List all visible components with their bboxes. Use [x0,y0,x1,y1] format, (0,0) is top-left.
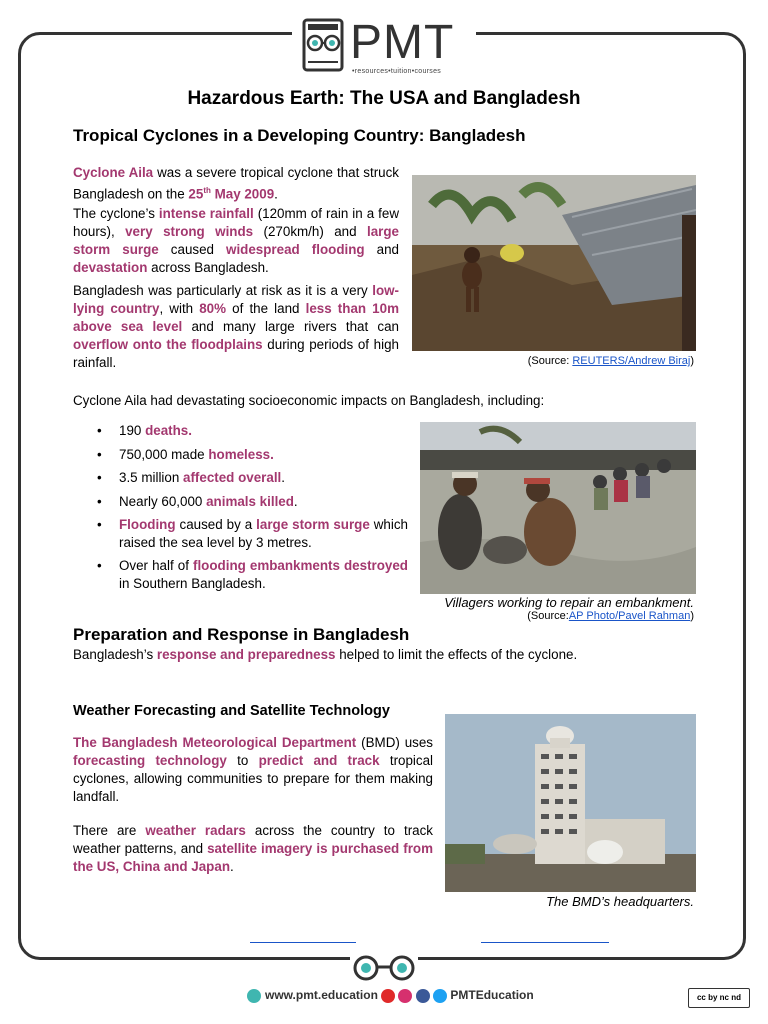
paragraph-low-lying: Bangladesh was particularly at risk as it is a very low-lying country, with 80% of the land less than 10m above sea level and many large rivers that can overflow onto the floodplains during periods of high rainfall. [73,283,400,370]
facebook-icon [416,989,430,1003]
photo1-source: (Source: REUTERS/Andrew Biraj) [527,355,694,367]
photo-villagers-embankment [420,422,696,594]
highlight: Cyclone Aila [73,165,154,180]
photo1-source-link[interactable]: REUTERS/Andrew Biraj [572,355,691,367]
instagram-icon [398,989,412,1003]
list-item: • Flooding caused by a large storm surge which raised the sea level by 3 metres. [97,517,408,550]
link-underline-left[interactable] [250,942,356,943]
page-title: Hazardous Earth: The USA and Bangladesh [187,88,581,109]
pmt-logo-text: PMT [350,16,455,69]
impacts-list [73,422,408,598]
photo2-source: (Source:AP Photo/Pavel Rahman) [527,610,694,622]
twitter-icon [433,989,447,1003]
section-heading-preparation: Preparation and Response in Bangladesh [73,625,410,644]
subheading-weather-forecasting: Weather Forecasting and Satellite Technology [73,703,390,719]
youtube-icon [381,989,395,1003]
footer-website[interactable]: www.pmt.education [247,988,378,1003]
pmt-book-glasses-icon [300,16,350,74]
list-item: • 3.5 million affected overall. [97,470,285,485]
photo-cyclone-devastation [412,175,696,351]
photo2-caption: Villagers working to repair an embankment. [444,595,694,610]
section-heading-cyclones: Tropical Cyclones in a Developing Country: Bangladesh [73,126,526,145]
footer-social[interactable]: PMTEducation [381,988,534,1003]
highlight: May 2009 [210,186,275,202]
list-item: • 190 deaths. [97,423,192,438]
photo2-source-link[interactable]: AP Photo/Pavel Rahman [568,610,691,622]
photo-bmd-headquarters [445,714,696,892]
list-item: • Nearly 60,000 animals killed. [97,493,298,509]
list-item: • 750,000 made homeless. [97,446,274,462]
pmt-logo [300,16,470,78]
paragraph-rainfall-winds: The cyclone’s intense rainfall (120mm of rain in a few hours), very strong winds (270km/h) and large storm surge caused widespread flooding and devastation across Bangladesh. [73,206,400,275]
pmt-logo-tagline: •resources•tuition•courses [352,68,442,75]
photo3-caption: The BMD’s headquarters. [546,894,694,909]
cursor-icon [247,989,261,1003]
creative-commons-license-icon: cc by nc nd [688,988,750,1008]
preparation-intro: Bangladesh’s response and preparedness helped to limit the effects of the cyclone. [73,647,578,662]
impacts-intro: Cyclone Aila had devastating socioeconomic impacts on Bangladesh, including: [73,393,545,408]
highlight: 25 [188,186,204,202]
paragraph-cyclone-aila: Cyclone Aila was a severe tropical cyclone that struck Bangladesh on the 25th May 2009. [73,165,399,202]
link-underline-right[interactable] [481,942,609,943]
paragraph-radars: There are weather radars across the country to track weather patterns, and satellite imagery is purchased from the US, China and Japan. [73,823,433,874]
glasses-icon [350,955,418,981]
paragraph-bmd: The Bangladesh Meteorological Department (BMD) uses forecasting technology to predict and track tropical cyclones, allowing communities to prepare for them making landfall. [73,735,434,804]
list-item: • Over half of flooding embankments destroyed in Southern Bangladesh. [97,558,408,591]
